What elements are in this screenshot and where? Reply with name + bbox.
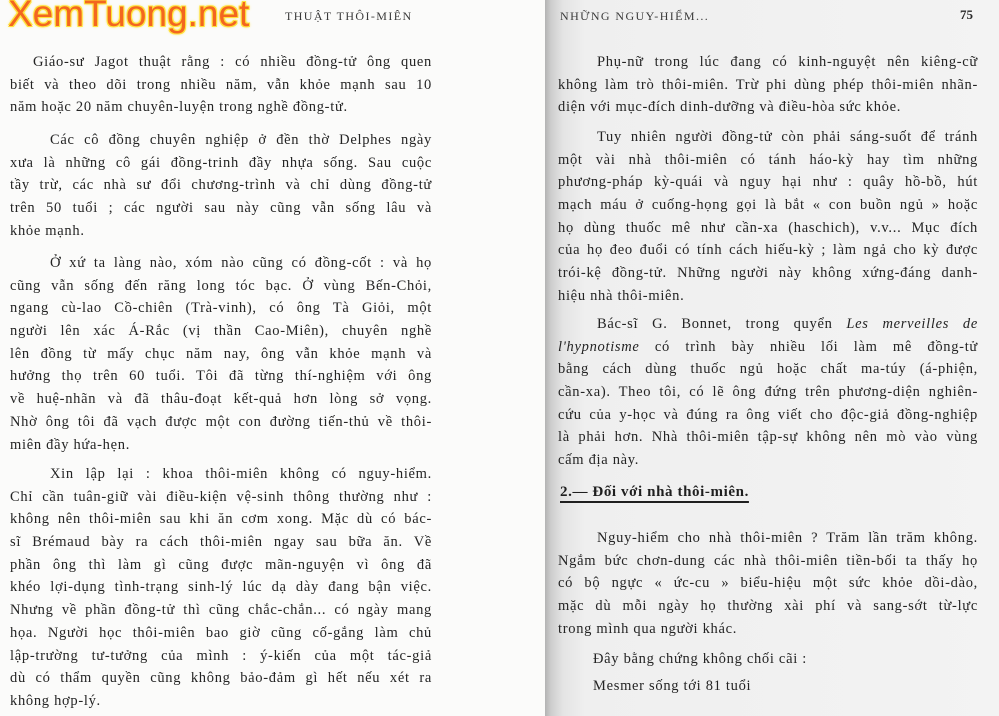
text-line: xưa là những cô gái đồng-trinh đầy nhựa sống. Sau cuộc [10, 154, 432, 171]
text-line: mạch máu ở cuống-họng gọi là bắt « con buồn ngủ » hoặc [558, 197, 978, 214]
text-line: Tuy nhiên người đồng-tử còn phải sáng-suốt để tránh [597, 129, 978, 145]
text-line: phần ông thì làm gì cũng được mãn-nguyện vì ông đã [10, 556, 432, 573]
text-line: Chỉ cần tuân-giữ vài điều-kiện vệ-sinh thông thường như : [10, 488, 432, 505]
text-line: biết và theo dõi trong nhiều năm, vẫn khỏe mạnh sau 10 [10, 76, 432, 93]
text-line: trói-kệ đồng-tử. Những người này không xứng-đáng danh- [558, 265, 978, 282]
text-line: cũng vẫn sống đến răng long tóc bạc. Ở vùng Bến-Chỏi, [10, 277, 432, 294]
text-line: sĩ Brémaud bày ra cách thôi-miên ngay sau bữa ăn. Về [10, 534, 432, 551]
text-line: một vài nhà thôi-miên có tánh háo-kỳ hay tìm những [558, 151, 978, 168]
text-line: Các cô đồng chuyên nghiệp ở đền thờ Delphes ngày [50, 132, 432, 148]
text-line: khỏe mạnh. [10, 222, 85, 239]
text-line: Nhưng về phần đồng-tử thì cũng chắc-chắn... có ngày mang [10, 602, 432, 619]
text-line: họ dùng thuốc mê như cần-xa (haschich), v.v... Mục đích [558, 219, 978, 236]
paragraph [10, 51, 432, 119]
text-line [558, 313, 978, 336]
text-line: ngang cù-lao Cồ-chiên (Trà-vinh), có ông Tà Giỏi, một [10, 300, 432, 317]
text-line: phương-pháp kỳ-quái và nguy hại như : quây hồ-bồ, hút [558, 174, 978, 191]
text-line [558, 336, 978, 359]
running-head: NHỮNG NGUY-HIỂM... [560, 9, 710, 23]
paragraph [10, 129, 432, 242]
text-line: Phụ-nữ trong lúc đang có kinh-nguyệt nên kiêng-cữ [597, 54, 978, 70]
text-line: là phải hơn. Nhà thôi-miên tập-sự không nên mò vào vùng [558, 429, 978, 446]
text-line: hưởng thọ trên 60 tuổi. Tôi đã từng thí-nghiệm với ông [10, 368, 432, 385]
text-line: của họ đeo đuổi có tính cách hiếu-kỳ ; làm ngả cho kỳ được [558, 242, 978, 259]
paragraph [558, 51, 978, 119]
text-line: không làm trò thôi-miên. Trừ phi dùng phép thôi-miên nhãn- [558, 76, 978, 93]
text-segment: có trình bày nhiều lối làm mê đồng-tử [639, 338, 978, 355]
text-line: trên 50 tuổi ; các người sau này cũng vẫn sống lâu và [10, 200, 432, 217]
text-segment: Bác-sĩ G. Bonnet, trong quyển [597, 316, 847, 332]
right-page [545, 0, 999, 716]
paragraph [10, 463, 432, 713]
text-line: người lên xác Á-Rắc (vị thần Cao-Miên), chuyên nghề [10, 323, 432, 340]
paragraph [558, 527, 978, 640]
text-line: về huệ-nhãn và đã thâu-đoạt kết-quả hơn lòng sở vọng. [10, 391, 432, 408]
book-title-text: Les merveilles de [846, 316, 978, 332]
text-line: năm hoặc 20 năm chuyên-luyện trong nghề đồng-tử. [10, 99, 348, 116]
text-line: lập-trường tư-tưởng của mình : ý-kiến của một tác-giả [10, 647, 432, 664]
text-line: bằng cách dùng thuốc ngủ hoặc chất ma-túy (á-phiện, [558, 361, 978, 378]
text-line: Nguy-hiểm cho nhà thôi-miên ? Trăm lần trăm không. [597, 530, 978, 546]
text-line: hiệu nhà thôi-miên. [558, 287, 685, 304]
text-line: Ở xứ ta làng nào, xóm nào cũng có đồng-cốt : và họ [50, 255, 432, 271]
paragraph [558, 648, 978, 671]
text-line: cấm địa này. [558, 452, 640, 469]
section-heading: 2.— Đối với nhà thôi-miên. [560, 484, 749, 500]
text-line: Giáo-sư Jagot thuật rằng : có nhiều đồng-tử ông quen [33, 54, 432, 70]
text-line: họa. Người học thôi-miên bao giờ cũng cố-gắng làm chủ [10, 624, 432, 641]
text-line: diện với mục-đích dinh-dưỡng và điều-hòa sức khỏe. [558, 99, 902, 116]
page-number: 75 [960, 7, 973, 22]
paragraph [10, 252, 432, 456]
running-head: THUẬT THÔI-MIÊN [285, 9, 413, 23]
text-line: Mesmer sống tới 81 tuổi [593, 678, 752, 694]
text-line: không hợp-lý. [10, 692, 101, 709]
text-line: không nên thôi-miên sau khi ăn cơm xong. Mặc dù có bác- [10, 511, 432, 528]
text-line: tầy trừ, các nhà sư đổi chương-trình và chỉ dùng đồng-tử [10, 177, 432, 194]
text-line: miên đầy hứa-hẹn. [10, 436, 131, 453]
text-line: Đây bằng chứng không chối cãi : [593, 651, 807, 667]
paragraph [558, 675, 978, 698]
text-line: dù có thẩm quyền cũng không bảo-đảm gì hết nếu xét ra [10, 670, 432, 687]
text-line: lên đồng từ mấy chục năm nay, ông vẫn khỏe mạnh và [10, 345, 432, 362]
text-line: Xin lập lại : khoa thôi-miên không có nguy-hiểm. [50, 466, 432, 482]
text-line: cứu của y-học và đúng ra ông viết cho độc-giả đồng-nghiệp [558, 406, 978, 423]
text-line: trong mình qua người khác. [558, 620, 738, 637]
paragraph [558, 126, 978, 308]
text-line: Nhờ ông tôi đã vạch được một con đường tiến-thủ về thôi- [10, 413, 432, 430]
text-line: Ngắm bức chơn-dung các nhà thôi-miên tiền-bối ta thấy họ [558, 552, 978, 569]
text-line: có bộ ngực « ức-cu » biểu-hiệu một sức khỏe dồi-dào, [558, 575, 978, 592]
site-logo: XemTuong.net [8, 0, 250, 34]
text-line: khéo lợi-dụng tình-trạng sinh-lý lúc dạ dày đang bận việc. [10, 579, 432, 596]
paragraph [558, 313, 978, 472]
text-line: mặc dù mỗi ngày họ thường xài phí và sang-sớt từ-lực [558, 598, 978, 615]
book-title-text: l'hypnotisme [558, 338, 640, 355]
text-line: cần-xa). Theo tôi, có lẽ ông đứng trên phương-diện nghiên- [558, 384, 978, 401]
